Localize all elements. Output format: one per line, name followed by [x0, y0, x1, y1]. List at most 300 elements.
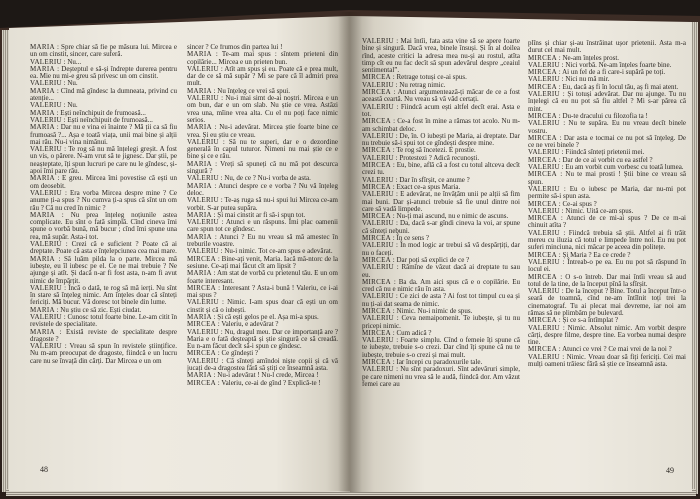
dialogue-line: [187, 51, 338, 66]
line-text: Să luăm pilda la o parte. Mircea mă iubește, eu îl iubesc pe el. Ce ne mai trebuie ? Ne ajunge și atît. Și dacă n-ar fi fost asta, n-am fi avut nimic de împărțit.: [30, 254, 177, 285]
dialogue-line: [362, 89, 520, 104]
dialogue-line: [187, 234, 338, 249]
speaker-name: MIRCEA: [362, 234, 392, 243]
speaker-separator: :: [61, 312, 68, 321]
speaker-separator: :: [393, 336, 401, 345]
speaker-name: VALERIU: [362, 153, 394, 162]
speaker-name: MIRCEA: [187, 378, 217, 387]
speaker-name: VALERIU: [362, 219, 394, 228]
speaker-separator: :: [61, 342, 70, 351]
speaker-separator: :: [393, 263, 402, 272]
dialogue-line: [528, 171, 686, 186]
speaker-name: VALERIU: [528, 60, 560, 69]
line-text: Întreab-o pe ea. Eu nu pot să răspund în locul ei.: [528, 257, 686, 274]
line-text: Ce-a fost în mine a rămas tot acolo. Nu m-am schimbat deloc.: [362, 117, 520, 133]
dialogue-line: [528, 215, 686, 230]
line-text: Nimic. Vreau doar să fiți fericiți. Cei mai mulți oameni trăiesc fără să știe ce înseamnă asta.: [528, 352, 686, 369]
line-text: Dar asta e tocmai ce nu pot să înțeleg. De ce ne vrei binele ?: [528, 133, 686, 150]
dialogue-line: [528, 40, 686, 55]
speaker-name: MIRCEA: [528, 272, 558, 281]
speaker-separator: :: [393, 292, 400, 301]
speaker-separator: :: [393, 314, 402, 323]
dialogue-line: [187, 66, 338, 88]
line-text: Atunci despre ce e vorba ? Nu vă înțeleg deloc.: [187, 181, 338, 197]
speaker-name: MIRCEA: [187, 320, 217, 329]
speaker-separator: :: [391, 255, 397, 264]
speaker-name: VALERIU: [362, 263, 394, 272]
speaker-name: VALERIU: [362, 80, 394, 89]
line-text: Dar de ce ai vorbit cu ea astfel ?: [562, 155, 653, 164]
dialogue-line: [362, 220, 520, 235]
speaker-name: MARIA: [30, 64, 55, 73]
line-text: Da, dacă s-ar gîndi cineva la voi, ar spune că sînteți nebuni.: [362, 219, 520, 235]
dialogue-line: [187, 139, 338, 161]
speaker-separator: :: [54, 174, 63, 183]
speaker-separator: :: [61, 145, 69, 154]
speaker-separator: :: [391, 234, 397, 243]
dialogue-line: [30, 66, 177, 81]
line-text: Dar nu e vina ei înainte ? Mă ții ca să fiu frumoasă ?... Așa e toată viața, unii mai bine și alții mai rău. Nu-i vina nimănui.: [30, 123, 177, 146]
speaker-separator: :: [557, 111, 563, 120]
dialogue-line: [30, 175, 177, 190]
speaker-name: MARIA: [30, 327, 55, 336]
speaker-separator: :: [391, 117, 398, 126]
speaker-name: MARIA: [187, 269, 212, 278]
speaker-separator: :: [393, 80, 400, 89]
line-text: Nu, dragul meu. Dar ce importanță are ? Maria e o fată deșteaptă și știe singură ce să creadă. Eu n-am făcut decît să-i spun ce gîndesc.: [187, 327, 338, 351]
speaker-separator: :: [557, 155, 563, 164]
speaker-separator: :: [557, 345, 563, 354]
speaker-name: VALERIU: [528, 323, 560, 332]
dialogue-line: [30, 314, 177, 329]
speaker-separator: :: [54, 305, 61, 314]
speaker-name: MIRCEA: [187, 254, 217, 263]
dialogue-line: [30, 88, 177, 103]
line-text: Nimic. Uită ce-am spus.: [565, 206, 634, 215]
line-text: Și Maria ? Ea ce crede ?: [562, 250, 631, 259]
speaker-name: VALERIU: [528, 184, 560, 193]
speaker-name: VALERIU: [528, 206, 560, 215]
line-text: O s-o întreb. Dar mai întîi vreau să aud totul de la tine, de la început pînă la sfîrșit.: [528, 272, 686, 288]
speaker-separator: :: [211, 232, 220, 241]
speaker-name: MIRCEA: [528, 199, 558, 208]
dialogue-line: [528, 91, 686, 113]
speaker-separator: :: [211, 159, 221, 168]
speaker-name: VALERIU: [30, 283, 62, 292]
dialogue-line: [528, 120, 686, 135]
line-text: Nu-i adevărat ! Nu-l crede, Mircea !: [217, 371, 319, 380]
page-number: 49: [666, 466, 674, 475]
speaker-separator: :: [559, 228, 569, 237]
speaker-name: MIRCEA: [528, 133, 558, 142]
line-text: Vreți să spuneți că nu mă pot descurca singură ?: [187, 159, 338, 176]
text-column-left-page-1: [30, 44, 177, 464]
speaker-separator: :: [391, 146, 397, 155]
speaker-separator: :: [211, 123, 220, 132]
dialogue-line: [30, 146, 177, 175]
speaker-name: MARIA: [187, 181, 212, 190]
dialogue-line: [30, 256, 177, 285]
line-text: Nu.: [67, 79, 78, 88]
line-text: Te-am mai spus : sîntem prieteni din copilărie... Mircea e un prieten bun.: [187, 50, 338, 66]
speaker-name: MIRCEA: [362, 146, 392, 155]
line-text: Că sînteți amîndoi niște copii și că vă jucați de-a dragostea fără să știți ce înseamnă asta.: [187, 356, 338, 373]
line-text: Vreau să spun în revistele științifice. Nu m-am preocupat de dragoste, fiindcă e un lucru care nu se învață din cărți. Dar Mircea e un om: [30, 342, 177, 365]
speaker-name: VALERIU: [362, 241, 394, 250]
speaker-separator: :: [211, 312, 218, 321]
speaker-name: MARIA: [30, 174, 55, 183]
line-text: Fiindcă sînteți prietenii mei.: [565, 148, 645, 157]
line-text: Foarte simplu. Cînd o femeie îți spune că te iubește, trebuie s-o crezi. Dar cînd îți spune că nu te iubește, trebuie s-o crezi și mai mult.: [362, 336, 520, 359]
line-text: Am stat de vorbă cu prietenul tău. E un om foarte interesant.: [187, 269, 338, 285]
speaker-name: MIRCEA: [362, 73, 392, 82]
line-text: Eu am vorbit cum vorbesc cu toată lumea.: [565, 163, 684, 172]
speaker-separator: :: [559, 184, 570, 193]
speaker-name: VALERIU: [30, 115, 62, 124]
speaker-separator: :: [559, 148, 566, 157]
speaker-separator: :: [559, 323, 568, 332]
line-text: Dar poți să explici de ce ?: [396, 255, 470, 264]
speaker-name: VALERIU: [187, 327, 219, 336]
speaker-separator: :: [391, 358, 397, 367]
speaker-separator: :: [54, 327, 67, 336]
speaker-separator: :: [216, 254, 222, 263]
speaker-name: MARIA: [30, 123, 55, 132]
dialogue-line: [528, 288, 686, 317]
speaker-separator: :: [211, 50, 222, 59]
speaker-separator: :: [559, 90, 568, 99]
dialogue-line: [187, 285, 338, 300]
line-text: Valeriu, e adevărat ?: [221, 320, 279, 329]
line-text: Ceva nemaipomenit. Te iubește, și tu nu pricepi nimic.: [362, 314, 520, 330]
speaker-separator: :: [559, 163, 566, 172]
speaker-separator: :: [54, 44, 62, 51]
text-column-left-page-2: [187, 44, 338, 464]
speaker-name: VALERIU: [528, 148, 560, 157]
speaker-name: VALERIU: [187, 218, 219, 227]
speaker-separator: :: [211, 86, 218, 95]
speaker-name: VALERIU: [30, 101, 62, 110]
speaker-name: MARIA: [30, 210, 55, 219]
speaker-separator: :: [218, 64, 225, 73]
dialogue-line: [187, 161, 338, 176]
line-text: Atunci de ce mi-ai spus ? De ce m-ai chinuit atîta ?: [528, 214, 686, 230]
line-text: Fiindcă acum ești altfel decît erai. Asta e tot.: [362, 102, 520, 118]
dialogue-line: [30, 285, 177, 307]
speaker-name: MIRCEA: [362, 161, 392, 170]
speaker-name: MIRCEA: [187, 283, 217, 292]
speaker-name: MIRCEA: [362, 255, 392, 264]
dialogue-line: [528, 186, 686, 201]
speaker-separator: :: [61, 283, 69, 292]
speaker-separator: :: [559, 257, 568, 266]
speaker-name: VALERIU: [528, 119, 560, 128]
dialogue-line: [362, 242, 520, 257]
dialogue-line: [528, 354, 686, 369]
speaker-name: MIRCEA: [362, 88, 392, 97]
line-text: Dar în sfîrșit, ce anume ?: [399, 175, 470, 184]
speaker-separator: :: [393, 219, 401, 228]
line-text: Bine-ați venit, Maria. Iacă mă-ntorc de la sesiune. Ce-ați mai făcut cît am lipsit ?: [187, 254, 338, 270]
speaker-name: MIRCEA: [528, 53, 558, 62]
line-text: Ce gîndești ?: [221, 349, 259, 358]
speaker-separator: :: [54, 123, 61, 132]
speaker-separator: :: [216, 320, 222, 329]
speaker-name: MIRCEA: [362, 182, 392, 191]
dialogue-line: [362, 191, 520, 213]
speaker-name: VALERIU: [528, 257, 560, 266]
speaker-name: MIRCEA: [362, 358, 392, 367]
speaker-name: MARIA: [187, 371, 212, 380]
speaker-name: MIRCEA: [362, 306, 392, 315]
speaker-name: VALERIU: [362, 336, 394, 345]
speaker-name: MIRCEA: [528, 82, 558, 91]
line-text: Spre chiar să fie pe măsura lui. Mircea e un om cinstit, sincer, care suferă.: [30, 44, 177, 59]
speaker-separator: :: [557, 272, 566, 281]
speaker-name: MARIA: [187, 210, 212, 219]
line-text: Te-aș ruga să nu-i spui lui Mircea ce-am vorbit. S-ar putea supăra.: [187, 196, 338, 212]
speaker-separator: :: [218, 137, 229, 146]
speaker-name: VALERIU: [362, 190, 394, 199]
speaker-separator: :: [54, 64, 62, 73]
line-text: Nu te mai prosti ! Știi bine ce vreau să spun.: [528, 170, 686, 186]
speaker-separator: :: [211, 181, 219, 190]
speaker-separator: :: [391, 306, 397, 315]
dialogue-line: [187, 124, 338, 139]
speaker-separator: :: [557, 316, 563, 325]
line-text: Eu, dacă aș fi în locul tău, aș fi mai atent.: [562, 82, 679, 91]
line-text: Nici nu mă mir.: [565, 75, 610, 84]
line-text: Atît am spus și eu. Poate că e prea mult, dar de ce să mă supăr ? Mi se pare că îl admiri prea mult.: [187, 64, 338, 88]
speaker-separator: :: [211, 269, 218, 278]
line-text: Deșteptul e să-și îndrepte durerea pentru ea. Mie nu mi-e greu să privesc un om cinstit.: [30, 64, 177, 81]
line-text: Nu-ți mai ascund, nu e nimic de ascuns.: [396, 212, 509, 221]
line-text: Nu retrag nimic.: [399, 80, 446, 89]
speaker-name: VALERIU: [30, 342, 62, 351]
speaker-name: VALERIU: [187, 356, 219, 365]
speaker-separator: :: [393, 102, 401, 111]
speaker-name: VALERIU: [30, 312, 62, 321]
speaker-separator: :: [391, 161, 397, 170]
line-text: Protestezi ? Adică recunoști.: [399, 153, 480, 162]
speaker-name: MIRCEA: [528, 345, 558, 354]
speaker-separator: :: [218, 247, 225, 256]
dialogue-line: [30, 212, 177, 241]
line-text: Era vorba Mircea despre mine ? Ce anume ți-a spus ? Nu cumva ți-a spus că sînt un om rău ? Că nu cred în nimic ?: [30, 188, 177, 212]
line-text: Ne-am înțeles prost.: [562, 53, 620, 62]
speaker-name: MIRCEA: [187, 349, 217, 358]
speaker-separator: :: [557, 170, 566, 179]
line-text: Te rog să încetezi. E prostie.: [396, 146, 476, 155]
line-text: Nu, de ce ? Nu-i vorba de asta.: [224, 174, 311, 183]
speaker-name: VALERIU: [30, 57, 62, 66]
speaker-name: VALERIU: [528, 287, 560, 296]
speaker-name: VALERIU: [362, 175, 394, 184]
speaker-name: VALERIU: [362, 292, 394, 301]
line-text: Ești neînchipuit de frumoasă...: [67, 115, 153, 124]
line-text: Fiindcă trebuia să știi. Altfel ai fi trăit mereu cu iluzia că totul e limpede între noi. Eu nu pot suferi minciuna, nici măcar pe aceea din politețe.: [528, 228, 686, 252]
speaker-separator: :: [391, 182, 397, 191]
speaker-name: MIRCEA: [528, 250, 558, 259]
line-text: Există reviste de specialitate despre dragoste ?: [30, 327, 177, 343]
dialogue-line: [187, 358, 338, 373]
speaker-name: VALERIU: [362, 38, 394, 45]
speaker-separator: :: [54, 254, 65, 263]
speaker-name: MIRCEA: [528, 214, 558, 223]
dialogue-line: [30, 44, 177, 59]
dialogue-line: [362, 264, 520, 279]
speaker-name: MIRCEA: [528, 316, 558, 325]
speaker-separator: :: [559, 60, 566, 69]
speaker-name: VALERIU: [362, 131, 394, 140]
page-stack-edge-left: [2, 30, 10, 492]
speaker-separator: :: [218, 298, 228, 307]
speaker-separator: :: [557, 133, 564, 142]
dialogue-line: [30, 329, 177, 344]
line-text: Exact ce-a spus Maria.: [396, 182, 461, 191]
speaker-name: MARIA: [187, 123, 212, 132]
speaker-name: VALERIU: [187, 64, 219, 73]
speaker-separator: :: [557, 214, 567, 223]
line-text: Atunci e un răspuns. Îmi plac oamenii care spun tot ce gîndesc.: [187, 218, 338, 234]
speaker-name: VALERIU: [30, 79, 62, 88]
line-text: Atunci ? Eu nu vreau să mă amestec în treburile voastre.: [187, 232, 338, 249]
line-text: plîns și chiar și-au înstrăinat ușor prietenii. Asta m-a durut cel mai mult.: [528, 40, 686, 55]
line-text: Crezi că e suficient ? Poate că ai dreptate. Poate că asta e înțelepciunea cea mai mare.: [30, 240, 177, 256]
speaker-separator: :: [216, 283, 223, 292]
speaker-separator: :: [391, 277, 399, 286]
speaker-separator: :: [218, 94, 226, 103]
speaker-name: MIRCEA: [528, 111, 558, 120]
dialogue-line: [30, 241, 177, 256]
speaker-separator: :: [54, 108, 61, 117]
speaker-separator: :: [557, 53, 563, 62]
dialogue-line: [187, 270, 338, 285]
speaker-name: VALERIU: [528, 228, 560, 237]
speaker-name: MARIA: [30, 254, 55, 263]
speaker-name: MARIA: [30, 305, 55, 314]
line-text: Nu sînt paradoxuri. Sînt adevăruri simple, pe care nimeni nu vrea să le audă, fiindcă dor. Am văzut femei care au: [362, 365, 520, 388]
speaker-separator: :: [61, 240, 72, 249]
speaker-name: VALERIU: [528, 75, 560, 84]
dialogue-line: [362, 293, 520, 308]
line-text: Și ce s-a întîmplat ?: [562, 316, 619, 325]
speaker-name: MIRCEA: [362, 277, 392, 286]
text-column-right-page-2: [528, 40, 686, 460]
speaker-name: VALERIU: [30, 188, 62, 197]
speaker-separator: :: [393, 365, 401, 374]
speaker-name: MARIA: [30, 86, 55, 95]
speaker-name: VALERIU: [187, 94, 219, 103]
dialogue-line: [362, 279, 520, 294]
speaker-separator: :: [393, 38, 401, 45]
speaker-name: VALERIU: [362, 314, 394, 323]
line-text: Și totuși adevărat. Dar nu ajunge. Tu nu înțelegi că eu nu pot să fiu altfel ? Mi s-ar părea că mint.: [528, 90, 686, 113]
speaker-name: VALERIU: [187, 174, 219, 183]
line-text: Nu te supăra. Eu nu vreau decît binele vostru.: [528, 119, 686, 135]
line-text: Rămîne de văzut dacă ai dreptate tu sau eu.: [362, 263, 520, 279]
speaker-name: MIRCEA: [362, 117, 392, 126]
dialogue-line: [187, 95, 338, 124]
text-column-right-page-1: [362, 38, 520, 458]
speaker-name: MARIA: [187, 232, 212, 241]
speaker-name: MARIA: [30, 44, 55, 51]
line-text: Cum adică ?: [396, 328, 432, 337]
dialogue-line: [362, 104, 520, 119]
line-text: Ba da. Am aici spus că e o copilărie. Eu cred că nu e nimic rău în asta.: [362, 277, 520, 294]
line-text: sincer ? Ce frumos din partea lui !: [187, 44, 283, 51]
speaker-separator: :: [393, 131, 400, 140]
speaker-name: VALERIU: [362, 102, 394, 111]
line-text: Cînd mă gîndesc la dumneata, privind cu atenție...: [30, 86, 177, 103]
speaker-separator: :: [391, 328, 397, 337]
line-text: Nimic. Nu-i nimic de spus.: [396, 306, 473, 315]
speaker-separator: :: [559, 119, 569, 128]
line-text: Mai întîi, fata asta vine să se apere foarte bine și singură. Dacă vrea, binele însuși. Și în al doilea rînd, aceste critici la adresa mea nu-și au rostul, atîta timp cît eu nu fac decît să spun adevărul despre „ceaiul sentimental”.: [362, 38, 520, 75]
dialogue-line: [362, 133, 520, 148]
speaker-name: MARIA: [187, 312, 212, 321]
dialogue-line: [528, 259, 686, 274]
dialogue-line: [187, 329, 338, 351]
line-text: Du-te dracului cu filozofia ta !: [562, 111, 648, 120]
speaker-separator: :: [393, 153, 400, 162]
speaker-separator: :: [393, 175, 400, 184]
line-text: Ce-ai spus ?: [562, 199, 597, 208]
speaker-name: VALERIU: [528, 163, 560, 172]
dialogue-line: [528, 230, 686, 252]
speaker-separator: :: [211, 371, 218, 380]
line-text: De la început ? Bine. Totul a început într-o seară de toamnă, cînd ne-am întîlnit toți trei la cinematograf. Tu ai plecat mai devreme, iar noi am rămas să ne plimbăm pe bulevard.: [528, 287, 686, 317]
speaker-name: MARIA: [30, 108, 55, 117]
speaker-separator: :: [218, 218, 226, 227]
line-text: Și mai cinstit ar fi să-i spun tot.: [217, 210, 306, 219]
book-spine-shadow: [338, 12, 362, 492]
speaker-name: MARIA: [187, 86, 212, 95]
speaker-name: VALERIU: [528, 90, 560, 99]
line-text: Ai un fel de a fi care-i supără pe toți.: [562, 68, 666, 77]
speaker-separator: :: [559, 75, 566, 84]
line-text: Nu-i adevărat. Mircea știe foarte bine ce vrea. Și eu știu ce vreau.: [187, 123, 338, 139]
line-text: Ce zici de asta ? Ai fost tot timpul cu ea și nu ți-ai dat seama de nimic.: [362, 292, 520, 308]
speaker-name: VALERIU: [362, 365, 394, 374]
speaker-name: MARIA: [187, 50, 212, 59]
dialogue-line: [362, 337, 520, 359]
line-text: Și că ești gelos pe el. Așa mi-a spus.: [217, 312, 319, 321]
speaker-separator: :: [559, 287, 566, 296]
speaker-separator: :: [54, 210, 71, 219]
speaker-separator: :: [559, 352, 567, 361]
line-text: Atunci ce vrei ? Ce mai vrei de la noi ?: [562, 345, 672, 354]
line-text: Nu...: [67, 57, 82, 66]
dialogue-line: [30, 124, 177, 146]
speaker-separator: :: [393, 190, 401, 199]
dialogue-line: [187, 197, 338, 212]
speaker-separator: :: [393, 241, 401, 250]
speaker-separator: :: [218, 196, 225, 205]
line-text: Nimic. Absolut nimic. Am vorbit despre cărți, despre filme, despre tine. Ea vorbea numai despre tine.: [528, 323, 686, 347]
line-text: Cunosc totul foarte bine. Le-am citit în revistele de specialitate.: [30, 312, 177, 329]
line-text: Nimic. I-am spus doar că ești un om cinstit și că o iubești.: [187, 298, 338, 314]
line-text: De, în. O iubești pe Maria, ai dreptate. Dar nu trebuie să-i spui tot ce gîndești despre mine.: [362, 131, 520, 148]
speaker-separator: :: [216, 378, 222, 387]
dialogue-line: [528, 325, 686, 347]
line-text: Retrage totuși ce-ai spus.: [396, 73, 467, 82]
line-text: E adevărat, ne învățăm unii pe alții să fim mai buni. Dar și-atunci trebuie să fie unul dintre noi care să vadă limpede.: [362, 190, 520, 213]
line-text: Nu-i nimic. Tot ce-am spus e adevărat.: [224, 247, 333, 256]
dialogue-line: [187, 256, 338, 271]
speaker-separator: :: [216, 349, 222, 358]
dialogue-line: [187, 183, 338, 198]
